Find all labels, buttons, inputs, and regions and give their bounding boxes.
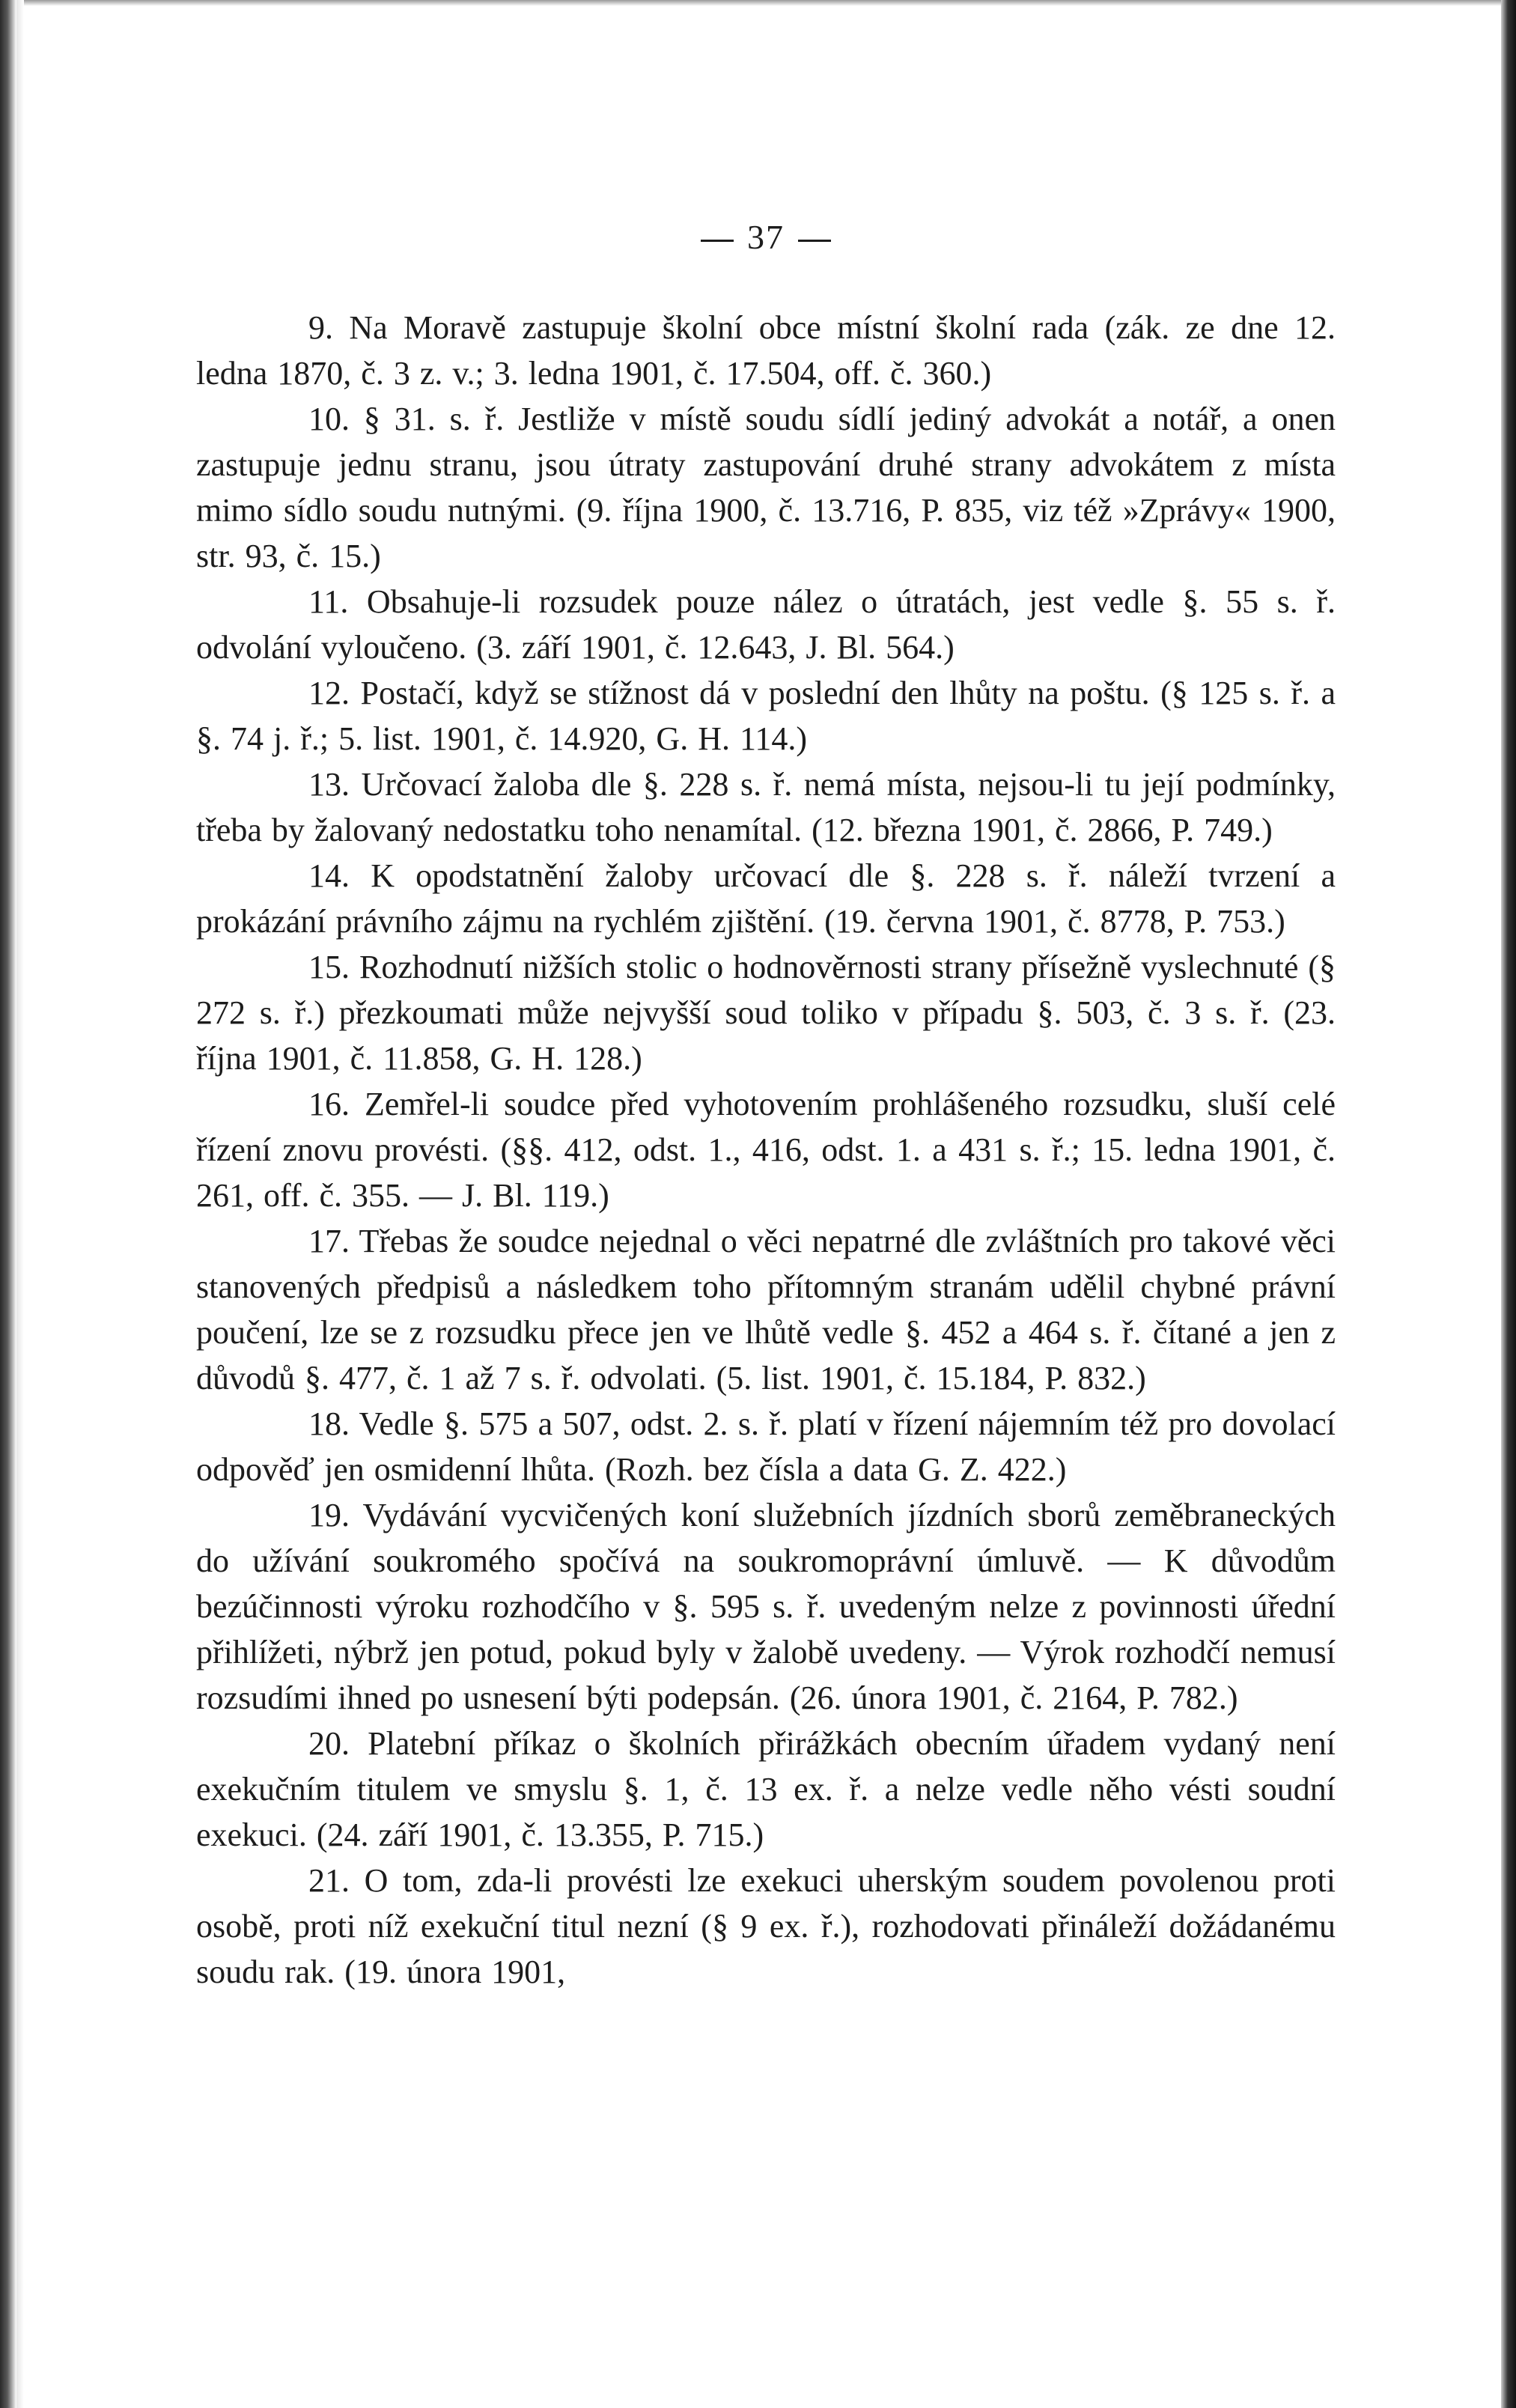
paragraph-18: 18. Vedle §. 575 a 507, odst. 2. s. ř. platí v řízení nájemním též pro dovolací odpověď jen osmidenní lhůta. (Rozh. bez čísla a data G. Z. 422.) — [196, 1405, 1336, 1488]
page-content — [196, 217, 1336, 1995]
paragraph-19: 19. Vydávání vycvičených koní služebních jízdních sborů zeměbraneckých do užívání soukromého spočívá na soukromoprávní úmluvě. — K důvodům bezúčinnosti výroku rozhodčího v §. 595 s. ř. uvedeným nelze z povinnosti úřední přihlížeti, nýbrž jen potud, pokud byly v žalobě uvedeny. — Výrok rozhodčí nemusí rozsudími ihned po usnesení býti podepsán. (26. února 1901, č. 2164, P. 782.) — [196, 1497, 1336, 1716]
paragraph-14: 14. K opodstatnění žaloby určovací dle §. 228 s. ř. náleží tvrzení a prokázání právního zájmu na rychlém zjištění. (19. června 1901, č. 8778, P. 753.) — [196, 857, 1336, 940]
dash-right — [798, 240, 831, 242]
paragraph-20: 20. Platební příkaz o školních přirážkách obecním úřadem vydaný není exekučním titulem ve smyslu §. 1, č. 13 ex. ř. a nelze vedle něho vésti soudní exekuci. (24. září 1901, č. 13.355, P. 715.) — [196, 1725, 1336, 1853]
paragraph-13: 13. Určovací žaloba dle §. 228 s. ř. nemá místa, nejsou-li tu její podmínky, třeba by žalovaný nedostatku toho nenamítal. (12. března 1901, č. 2866, P. 749.) — [196, 766, 1336, 848]
paragraph-16: 16. Zemřel-li soudce před vyhotovením prohlášeného rozsudku, sluší celé řízení znovu provésti. (§§. 412, odst. 1., 416, odst. 1. a 431 s. ř.; 15. ledna 1901, č. 261, off. č. 355. — J. Bl. 119.) — [196, 1086, 1336, 1214]
paragraph-10: 10. § 31. s. ř. Jestliže v místě soudu sídlí jediný advokát a notář, a onen zastupuje jednu stranu, jsou útraty zastupování druhé strany advokátem z místa mimo sídlo soudu nutnými. (9. října 1900, č. 13.716, P. 835, viz též »Zprávy« 1900, str. 93, č. 15.) — [196, 401, 1336, 574]
paragraph-9: 9. Na Moravě zastupuje školní obce místní školní rada (zák. ze dne 12. ledna 1870, č. 3 z. v.; 3. ledna 1901, č. 17.504, off. č. 360.) — [196, 309, 1336, 392]
paragraph-11: 11. Obsahuje-li rozsudek pouze nález o útratách, jest vedle §. 55 s. ř. odvolání vyloučeno. (3. září 1901, č. 12.643, J. Bl. 564.) — [196, 583, 1336, 666]
scan-edge-right — [1501, 0, 1516, 2408]
paragraph-17: 17. Třebas že soudce nejednal o věci nepatrné dle zvláštních pro takové věci stanovených předpisů a následkem toho přítomným stranám udělil chybné právní poučení, lze se z rozsudku přece jen ve lhůtě vedle §. 452 a 464 s. ř. čítané a jen z důvodů §. 477, č. 1 až 7 s. ř. odvolati. (5. list. 1901, č. 15.184, P. 832.) — [196, 1223, 1336, 1396]
scan-edge-top — [0, 0, 1516, 6]
paragraph-21: 21. O tom, zda-li provésti lze exekuci uherským soudem povolenou proti osobě, proti níž exekuční titul nezní (§ 9 ex. ř.), rozhodovati přináleží dožádanému soudu rak. (19. února 1901, — [196, 1862, 1336, 1990]
paragraph-15: 15. Rozhodnutí nižších stolic o hodnověrnosti strany přísežně vyslechnuté (§ 272 s. ř.) přezkoumati může nejvyšší soud toliko v případu §. 503, č. 3 s. ř. (23. října 1901, č. 11.858, G. H. 128.) — [196, 949, 1336, 1077]
page-number: 37 — [747, 218, 785, 256]
scan-edge-left — [0, 0, 16, 2408]
scan-edge-left-shadow — [16, 0, 24, 2408]
paragraph-12: 12. Postačí, když se stížnost dá v poslední den lhůty na poštu. (§ 125 s. ř. a §. 74 j. ř.; 5. list. 1901, č. 14.920, G. H. 114.) — [196, 675, 1336, 757]
dash-left — [701, 240, 734, 242]
page-number-header — [196, 217, 1336, 257]
